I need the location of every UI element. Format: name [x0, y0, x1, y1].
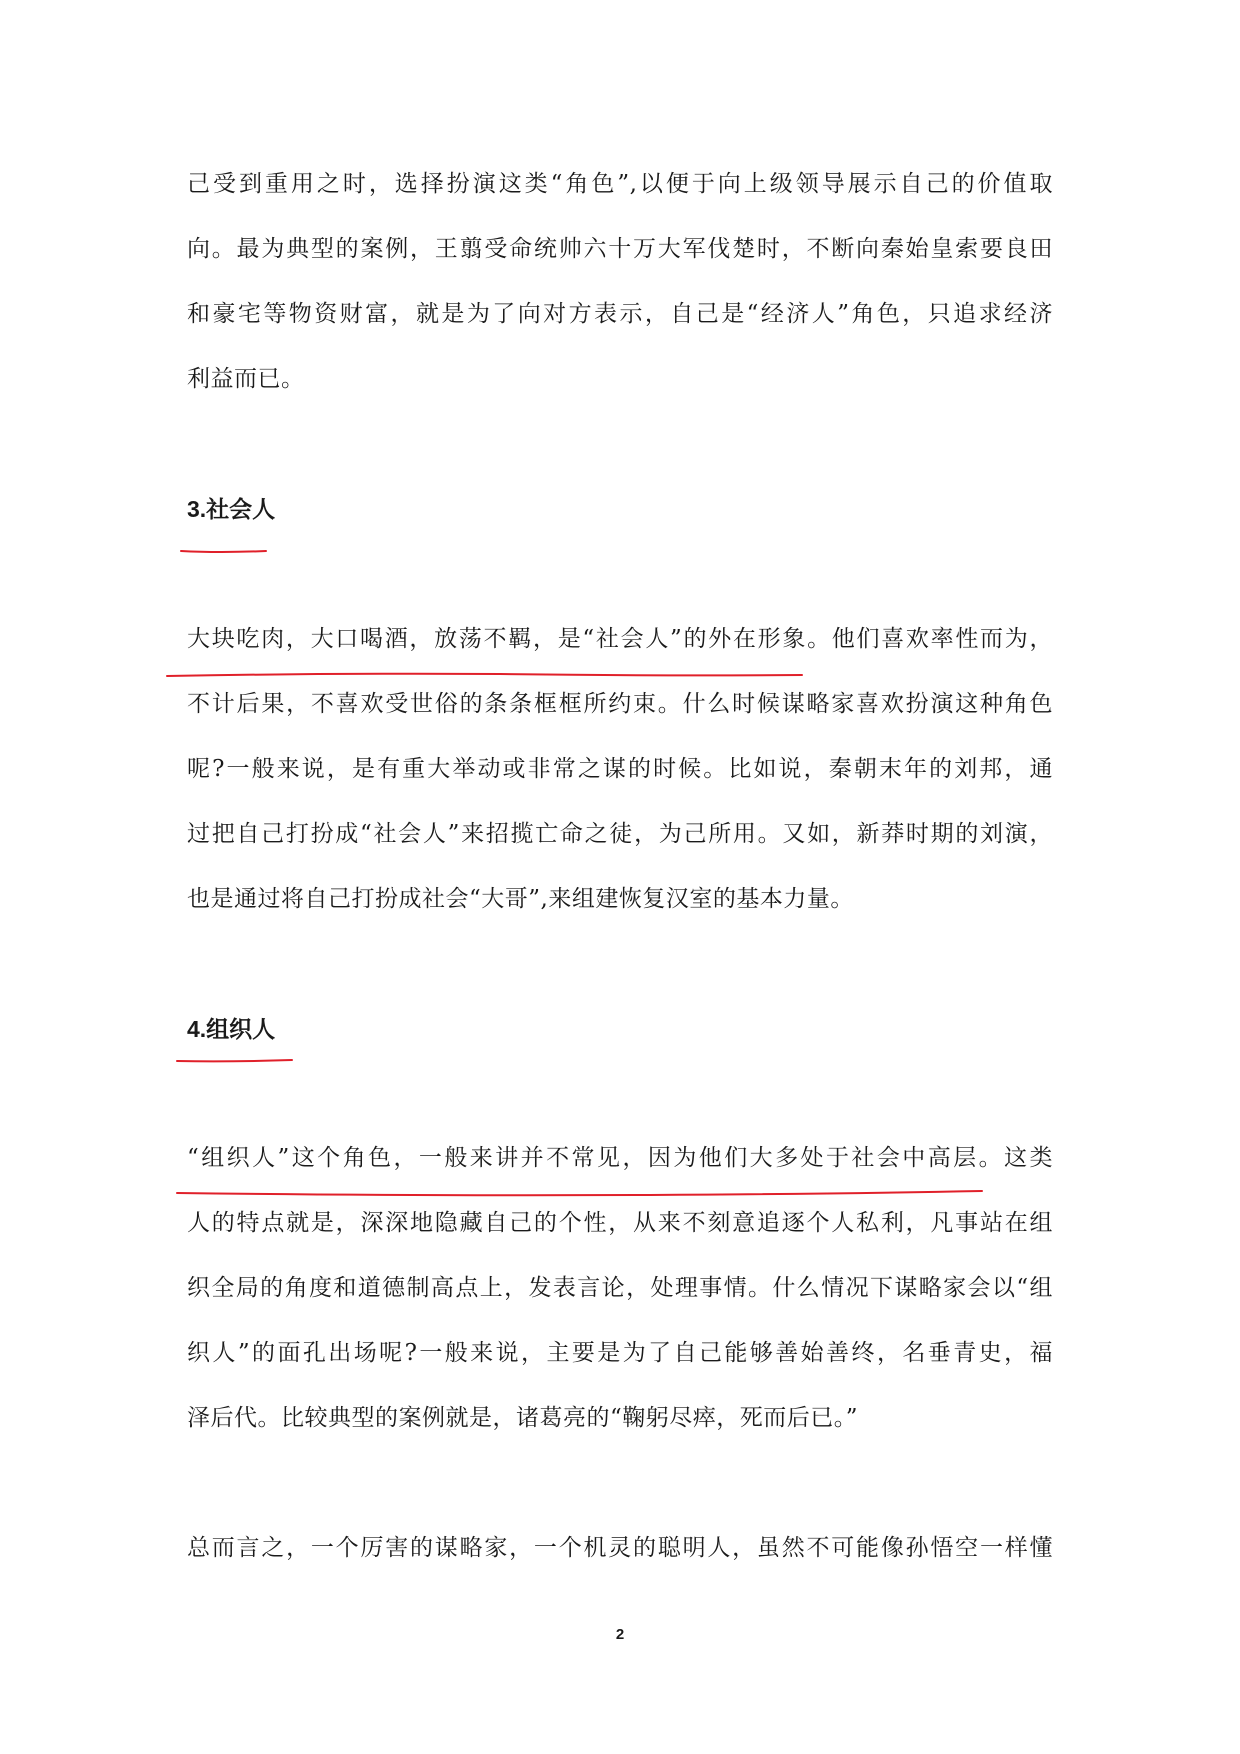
paragraph-2-line-5: 也是通过将自己打扮成社会“大哥”,来组建恢复汉室的基本力量。 — [187, 886, 854, 912]
paragraph-3-line-3: 织全局的角度和道德制高点上，发表言论，处理事情。什么情况下谋略家会以“组 — [187, 1275, 1053, 1301]
page-number: 2 — [615, 1626, 625, 1643]
paragraph-1-line-1: 己受到重用之时，选择扮演这类“角色”,以便于向上级领导展示自己的价值取 — [187, 171, 1053, 197]
underline-paragraph-3-line-1 — [177, 1191, 982, 1195]
paragraph-2-line-2: 不计后果，不喜欢受世俗的条条框框所约束。什么时候谋略家喜欢扮演这种角色 — [187, 691, 1053, 717]
paragraph-1-line-3: 和豪宅等物资财富，就是为了向对方表示，自己是“经济人”角色，只追求经济 — [187, 301, 1053, 327]
section-heading-3: 3.社会人 — [187, 496, 276, 522]
paragraph-3-line-5: 泽后代。比较典型的案例就是，诸葛亮的“鞠躬尽瘁，死而后已。” — [187, 1405, 859, 1431]
section-heading-4: 4.组织人 — [187, 1016, 276, 1042]
underline-heading-4 — [177, 1060, 292, 1061]
paragraph-4-line-1: 总而言之，一个厉害的谋略家，一个机灵的聪明人，虽然不可能像孙悟空一样懂 — [187, 1535, 1053, 1561]
paragraph-3-line-2: 人的特点就是，深深地隐藏自己的个性，从来不刻意追逐个人私利，凡事站在组 — [187, 1210, 1053, 1236]
paragraph-1-line-4: 利益而已。 — [187, 366, 305, 392]
paragraph-3-line-4: 织人”的面孔出场呢?一般来说，主要是为了自己能够善始善终，名垂青史，福 — [187, 1340, 1053, 1366]
underline-heading-3 — [181, 551, 266, 552]
paragraph-2-line-1: 大块吃肉，大口喝酒，放荡不羁，是“社会人”的外在形象。他们喜欢率性而为， — [187, 626, 1053, 652]
paragraph-3-line-1: “组织人”这个角色，一般来讲并不常见，因为他们大多处于社会中高层。这类 — [187, 1145, 1053, 1171]
paragraph-2-line-3: 呢?一般来说，是有重大举动或非常之谋的时候。比如说，秦朝末年的刘邦，通 — [187, 756, 1053, 782]
underline-paragraph-2-line-1 — [167, 674, 802, 676]
paragraph-2-line-4: 过把自己打扮成“社会人”来招揽亡命之徒，为己所用。又如，新莽时期的刘演， — [187, 821, 1053, 847]
paragraph-1-line-2: 向。最为典型的案例，王翦受命统帅六十万大军伐楚时，不断向秦始皇索要良田 — [187, 236, 1053, 262]
